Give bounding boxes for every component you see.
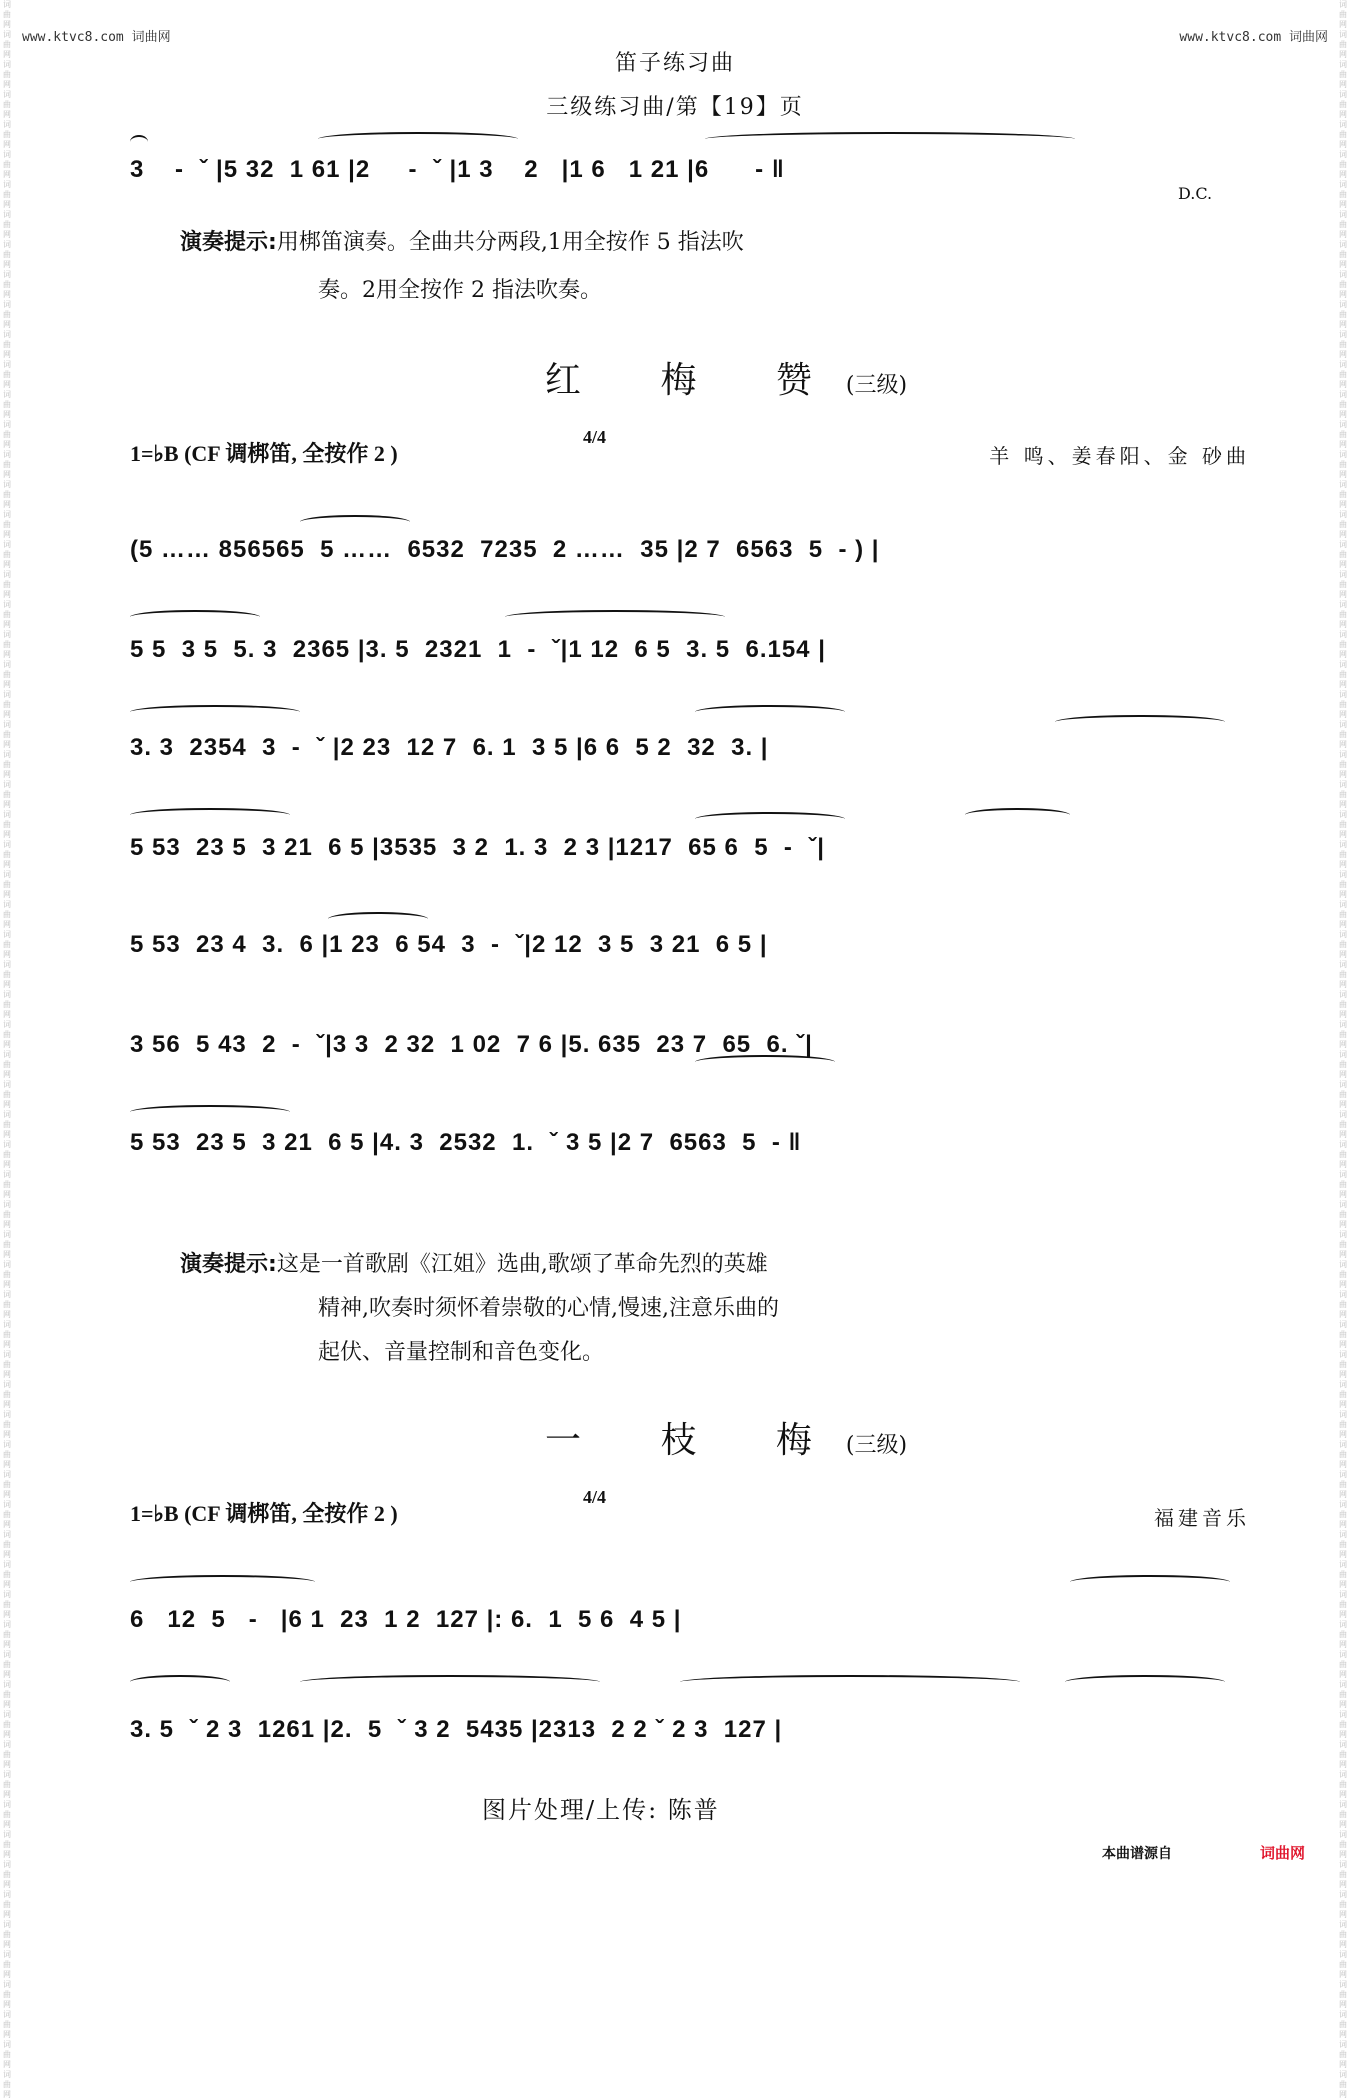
slur [1065,1675,1225,1689]
slur [130,808,290,822]
tip-label: 演奏提示: [180,230,277,255]
staff-line-2: 5 5 3 5 5. 3 2365 |3. 5 2321 1 - ˇ|1 12 6 5 3. 5 6.154 | [130,636,826,663]
slur [300,1675,600,1689]
prev-piece-staff: 3 - ˇ |5 32 1 61 |2 - ˇ |1 3 2 |1 6 1 21 |6 - ‖ [130,156,785,183]
key-signature: 1=♭B (CF 调梆笛, 全按作 2 ) [130,1501,398,1526]
piece1-tip-line3: 起伏、音量控制和音色变化。 [318,1340,605,1365]
slur [130,705,300,719]
staff-line-3: 3. 3 2354 3 - ˇ |2 23 12 7 6. 1 3 5 |6 6 5 2 32 3. | [130,734,769,761]
slur [130,1675,230,1689]
tip-line: 这是一首歌剧《江姐》选曲,歌颂了革命先烈的英雄 [276,1252,768,1277]
slur [130,135,148,149]
watermark-left: www.ktvc8.com 词曲网 [22,30,171,45]
slur [505,610,725,624]
piece1-tip [180,1246,768,1284]
piece-title-text: 一 枝 梅 [545,1420,846,1461]
staff-line-4: 5 53 23 5 3 21 6 5 |3535 3 2 1. 3 2 3 |1217 65 6 5 - ˇ| [130,834,825,861]
slur [1070,1575,1230,1589]
piece-title [545,352,907,403]
slur [965,808,1070,822]
time-signature: 4/4 [583,1487,607,1507]
brand-logo[interactable]: 词曲网 [1260,1844,1306,1862]
staff-line-8: 6 12 5 - |6 1 23 1 2 127 |: 6. 1 5 6 4 5 | [130,1606,682,1633]
staff-line-5: 5 53 23 4 3. 6 |1 23 6 54 3 - ˇ|2 12 3 5 3 21 6 5 | [130,931,768,958]
right-watermark-strip: 词曲网词曲网词曲网词曲网词曲网词曲网词曲网词曲网词曲网词曲网词曲网词曲网词曲网词曲网词曲网词曲网词曲网词曲网词曲网词曲网词曲网词曲网词曲网词曲网词曲网词曲网词曲网词曲网词曲网词曲网词曲网词曲网词曲网词曲网词曲网词曲网词曲网词曲网词曲网词曲网词曲网词曲网词曲网词曲网词曲网词曲网词曲网词曲网词曲网词曲网词曲网词曲网词曲网词曲网词曲网词曲网词曲网词曲网词曲网词曲网词曲网词曲网词曲网词曲网词曲网词曲网词曲网词曲网词曲网词曲网 [1339,0,1347,2099]
staff-line-1: (5 …… 856565 5 …… 6532 7235 2 …… 35 |2 7 6563 5 - ) | [130,536,880,563]
piece-level: (三级) [845,373,908,398]
slur [130,1105,290,1119]
time-signature: 4/4 [583,427,607,447]
slur [695,705,845,719]
composer: 羊 鸣、姜春阳、金 砂曲 [989,444,1250,468]
slur [300,515,410,529]
piece-title-text: 红 梅 赞 [545,360,846,401]
staff-line-6: 3 56 5 43 2 - ˇ|3 3 2 32 1 02 7 6 |5. 635 23 7 65 6. ˇ| [130,1031,813,1058]
slur [130,1575,315,1589]
piece-level: (三级) [845,1433,908,1458]
key-signature: 1=♭B (CF 调梆笛, 全按作 2 ) [130,441,398,466]
slur [130,610,260,624]
piece-title [545,1412,907,1463]
uploader-credit: 图片处理/上传: 陈普 [482,1796,720,1824]
slur [328,912,428,926]
slur [695,812,845,826]
prev-tip [180,224,744,262]
dc-mark: D.C. [1178,184,1213,203]
staff-line-9: 3. 5 ˇ 2 3 1261 |2. 5 ˇ 3 2 5435 |2313 2 2 ˇ 2 3 127 | [130,1716,783,1743]
staff-line-7: 5 53 23 5 3 21 6 5 |4. 3 2532 1. ˇ 3 5 |2 7 6563 5 - ‖ [130,1129,802,1156]
slur [705,132,1075,146]
page-header-subtitle: 三级练习曲/第【19】页 [546,95,804,120]
prev-tip-line2: 奏。2用全按作 2 指法吹奏。 [318,278,602,303]
tip-label: 演奏提示: [180,1252,277,1277]
composer: 福建音乐 [1154,1506,1250,1530]
slur [680,1675,1020,1689]
watermark-right: www.ktvc8.com 词曲网 [1179,30,1328,45]
source-label: 本曲谱源自 [1102,1846,1172,1862]
slur [318,132,518,146]
slur [1055,715,1225,729]
piece1-tip-line2: 精神,吹奏时须怀着崇敬的心情,慢速,注意乐曲的 [318,1296,779,1321]
left-watermark-strip: 词曲网词曲网词曲网词曲网词曲网词曲网词曲网词曲网词曲网词曲网词曲网词曲网词曲网词曲网词曲网词曲网词曲网词曲网词曲网词曲网词曲网词曲网词曲网词曲网词曲网词曲网词曲网词曲网词曲网词曲网词曲网词曲网词曲网词曲网词曲网词曲网词曲网词曲网词曲网词曲网词曲网词曲网词曲网词曲网词曲网词曲网词曲网词曲网词曲网词曲网词曲网词曲网词曲网词曲网词曲网词曲网词曲网词曲网词曲网词曲网词曲网词曲网词曲网词曲网词曲网词曲网词曲网词曲网词曲网词曲网 [3,0,11,2099]
page-header-title: 笛子练习曲 [614,51,735,76]
tip-line: 用梆笛演奏。全曲共分两段,1用全按作 5 指法吹 [276,230,744,255]
